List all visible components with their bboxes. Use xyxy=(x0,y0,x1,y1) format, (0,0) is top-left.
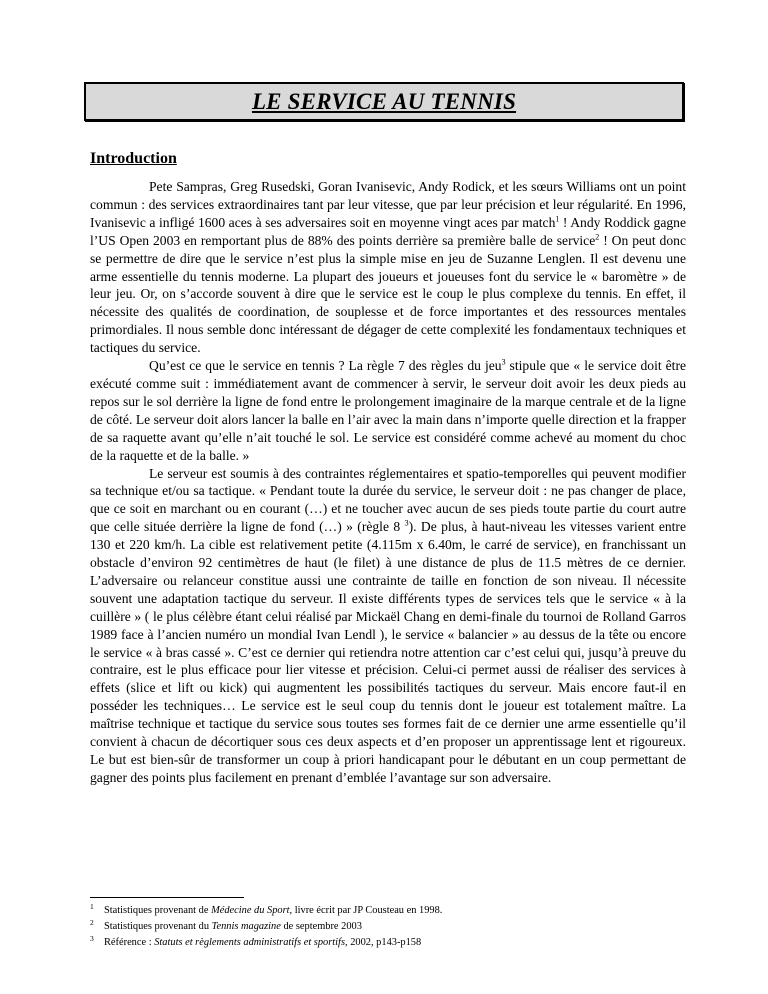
paragraph-2-text-b: stipule que « le service doit être exécuté comme suit : immédiatement avant de commencer à servir, le serveur doit avoir les deux pieds au repos sur le sol derrière la ligne de fond entre le prolongement imaginaire de la marque centrale et de la ligne de côté. Le serveur doit alors lancer la balle en l’air avec la main dans n’importe quelle direction et la frapper de sa raquette avant qu’elle n’ait touché le sol. Le service est considéré comme achevé au moment du choc de la raquette et de la balle. » xyxy=(90,358,687,463)
footnote-ref-3b: 3 xyxy=(404,518,409,528)
footnote-1: 1 Statistiques provenant de Médecine du Sport, livre écrit par JP Cousteau en 1998. xyxy=(90,901,443,916)
footnote-ref-3: 3 xyxy=(501,357,506,367)
footnote-text: Statistiques provenant du xyxy=(104,921,212,932)
paragraph-1-text-b: ! Andy Roddick gagne l’US Open 2003 en remportant plus de 88% des points derrière sa première balle de service xyxy=(90,214,686,248)
footnote-text: , 2002, p143-p158 xyxy=(345,937,422,948)
paragraph-1-text-a: Pete Sampras, Greg Rusedski, Goran Ivanisevic, Andy Rodick, et les sœurs Williams ont un point commun : des services extraordinaires tant par leur vitesse, que par leur précision et leur régularité. En 1996, Ivanisevic a infligé 1600 aces à ses adversaires soit en moyenne vingt aces par match xyxy=(90,179,686,230)
paragraph-3-text-a: Le serveur est soumis à des contraintes réglementaires et spatio-temporelles qui peuvent modifier sa technique et/ou sa tactique. « Pendant toute la durée du service, le serveur doit : ne pas changer de place, que ce soit en marchant ou en courant (…) et ne toucher avec aucun de ses pieds toute partie du court autre que celle située derrière la ligne de fond (…) » (règle 8 xyxy=(90,465,686,535)
footnote-ref-2: 2 xyxy=(595,232,600,242)
paragraph-3 xyxy=(90,465,686,787)
footnote-2: 2 Statistiques provenant du Tennis magazine de septembre 2003 xyxy=(90,917,362,932)
paragraph-3-text-b: ). De plus, à haut-niveau les vitesses varient entre 130 et 220 km/h. La cible est relativement petite (4.115m x 6.40m, le carré de service), en franchissant un obstacle d’environ 92 centimètres de haut (le filet) à une distance de plus de 11.5 mètres de ce dernier. L’adversaire ou relanceur constitue aussi une contrainte de taille en fonction de son niveau. Il nécessite souvent une adaptation tactique du serveur. Il existe différents types de services tels que le service « à la cuillère » ( le plus célèbre étant celui réalisé par Mickaël Chang en demi-finale du tournoi de Rolland Garros 1989 face à l’ancien numéro un mondial Ivan Lendl ), le service « balancier » au dessus de la tête ou encore le service « à bras cassé ». C’est ce dernier qui retiendra notre attention car c’est celui qui, jusqu’à preuve du contraire, est le plus efficace pour lier vitesse et précision. Celui-ci permet aussi de réaliser des services à effets (slice et lift ou kick) qui augmentent les possibilités tactiques du serveur. Mais encore faut-il en posséder les techniques… Le service est le seul coup du tennis dont le joueur est totalement maître. La maîtrise technique et tactique du service sous toutes ses formes fait de ce dernier une arme essentielle qu’il convient à chacun de décortiquer sous ces deux aspects et d’en proposer un apprentissage lent et rigoureux. Le but est bien-sûr de transformer un coup à priori handicapant pour le débutant en un coup permettant de gagner des points plus facilement en prenant d’emblée l’avantage sur son adversaire. xyxy=(90,519,686,785)
footnote-source: Statuts et règlements administratifs et sportifs xyxy=(154,937,345,948)
footnote-source: Médecine du Sport xyxy=(211,905,290,916)
title-box xyxy=(84,82,684,121)
footnote-ref-1: 1 xyxy=(555,214,560,224)
paragraph-2 xyxy=(90,357,686,464)
paragraph-2-text-a: Qu’est ce que le service en tennis ? La règle 7 des règles du jeu xyxy=(149,358,502,374)
body-text xyxy=(90,178,686,787)
section-heading: Introduction xyxy=(90,150,177,167)
footnote-text: , livre écrit par JP Cousteau en 1998. xyxy=(289,905,443,916)
document-title: LE SERVICE AU TENNIS xyxy=(251,88,517,114)
footnote-text: Référence : xyxy=(104,937,155,948)
footnote-text: de septembre 2003 xyxy=(280,921,362,932)
paragraph-1-text-c: ! On peut donc se permettre de dire que le service n’est plus la simple mise en jeu de Suzanne Lenglen. Il est devenu une arme essentielle du tennis moderne. La plupart des joueurs et joueuses font du service le « baromètre » de leur jeu. Or, on s’accorde souvent à dire que le service est le coup le plus complexe du tennis. En effet, il nécessite des qualités de coordination, de souplesse et de force importantes et des ressources mentales primordiales. Il nous semble donc intéressant de dégager de cette complexité les fondamentaux techniques et tactiques du service. xyxy=(90,232,686,356)
footnote-3: 3 Référence : Statuts et règlements administratifs et sportifs, 2002, p143-p158 xyxy=(90,933,422,948)
paragraph-1 xyxy=(90,178,686,357)
footnote-separator xyxy=(90,897,244,898)
footnote-source: Tennis magazine xyxy=(211,921,281,932)
footnotes xyxy=(90,903,690,951)
footnote-text: Statistiques provenant de xyxy=(104,905,212,916)
